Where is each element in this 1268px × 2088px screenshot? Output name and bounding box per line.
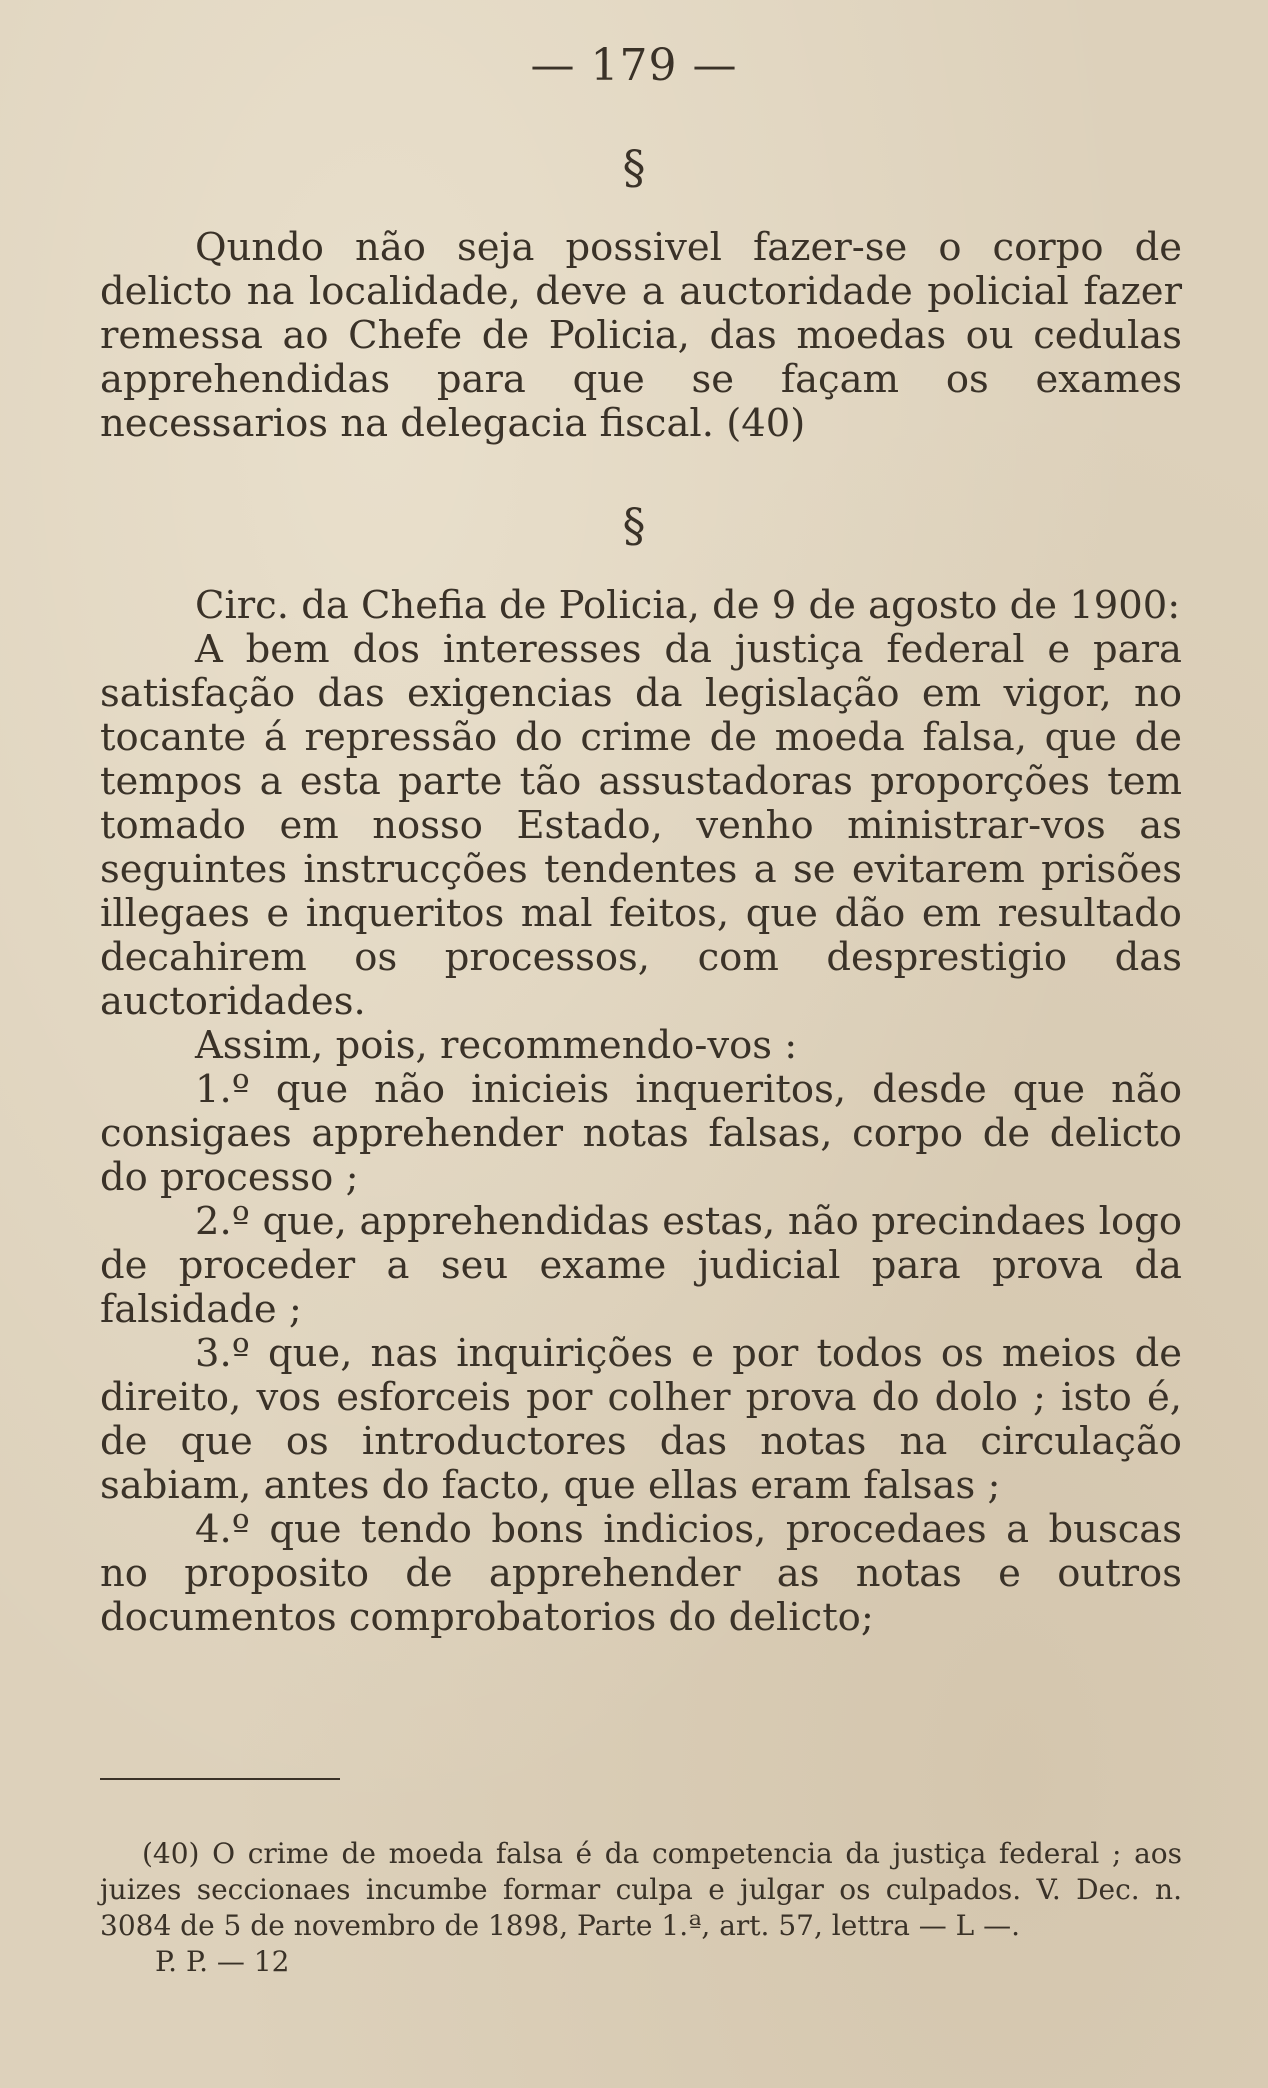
instruction-item-2: 2.º que, apprehendidas estas, não precindaes logo de proceder a seu exame judicial para prova da falsidade ; [100,1199,1182,1332]
section-mark: § [622,140,646,194]
signature-mark: P. P. — 12 [155,1945,290,1978]
section-mark: § [622,498,646,552]
section-2-body [100,584,1182,1640]
footnote-divider [100,1778,340,1780]
circular-heading: Circ. da Chefia de Policia, de 9 de agosto de 1900: [195,583,1181,628]
instruction-item-3: 3.º que, nas inquirições e por todos os meios de direito, vos esforceis por colher prova do dolo ; isto é, de que os introductores das notas na circulação sabiam, antes do facto, que ellas eram falsas ; [100,1331,1182,1508]
instruction-item-4: 4.º que tendo bons indicios, procedaes a buscas no proposito de apprehender as notas e outros documentos comprobatorios do delicto; [100,1507,1182,1640]
page-number: — 179 — [530,40,738,91]
circular-lead-line: Assim, pois, recommendo-vos : [195,1023,798,1068]
section-1-paragraph: Qundo não seja possivel fazer-se o corpo de delicto na localidade, deve a auctoridade policial fazer remessa ao Chefe de Policia, das moedas ou cedulas apprehendidas para que se façam os exames necessarios na delegacia fiscal. (40) [100,225,1182,446]
footnote-text: (40) O crime de moeda falsa é da competencia da justiça federal ; aos juizes seccionaes incumbe formar culpa e julgar os culpados. V. Dec. n. 3084 de 5 de novembro de 1898, Parte 1.ª, art. 57, lettra — L —. [100,1837,1182,1942]
footnote [100,1836,1182,1980]
section-1-body [100,226,1182,446]
instruction-item-1: 1.º que não inicieis inqueritos, desde que não consigaes apprehender notas falsas, corpo de delicto do processo ; [100,1067,1182,1200]
circular-intro-paragraph: A bem dos interesses da justiça federal e para satisfação das exigencias da legislação em vigor, no tocante á repressão do crime de moeda falsa, que de tempos a esta parte tão assustadoras proporções tem tomado em nosso Estado, venho ministrar-vos as seguintes instrucções tendentes a se evitarem prisões illegaes e inqueritos mal feitos, que dão em resultado decahirem os processos, com desprestigio das auctoridades. [100,627,1182,1024]
